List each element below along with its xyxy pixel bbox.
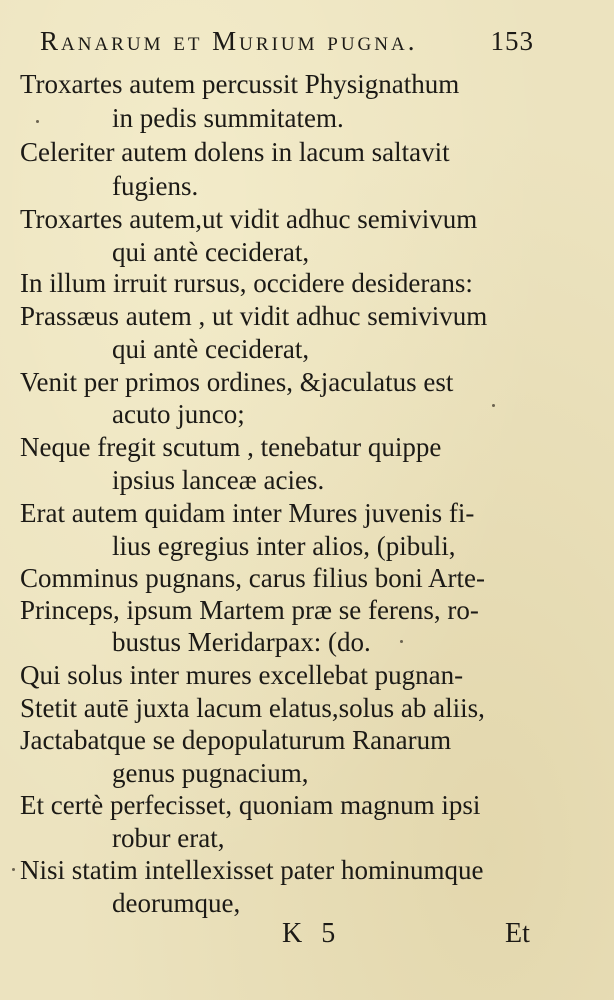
- paper-speck: [400, 640, 403, 643]
- text-line: deorumque,: [112, 888, 241, 918]
- running-title: Ranarum et Murium pugna.: [40, 26, 418, 56]
- text-line: genus pugnacium,: [112, 758, 309, 788]
- text-line: In illum irruit rursus, occidere desiderans:: [20, 268, 473, 298]
- text-line: Neque fregit scutum , tenebatur quippe: [20, 432, 442, 462]
- text-line: Jactabatque se depopulaturum Ranarum: [20, 725, 452, 755]
- paper-speck: [492, 404, 495, 407]
- text-line: in pedis summitatem.: [112, 103, 344, 133]
- text-line: Erat autem quidam inter Mures juvenis fi-: [20, 498, 475, 528]
- page-footer: [0, 918, 614, 954]
- text-line: robur erat,: [112, 823, 225, 853]
- text-line: qui antè ceciderat,: [112, 237, 310, 267]
- text-line: Stetit autē juxta lacum elatus,solus ab aliis,: [20, 693, 485, 723]
- running-header: [40, 26, 540, 62]
- text-line: Troxartes autem percussit Physignathum: [20, 69, 460, 99]
- text-line: Prassæus autem , ut vidit adhuc semivivum: [20, 301, 488, 331]
- text-line: qui antè ceciderat,: [112, 334, 310, 364]
- signature-mark: K 5: [282, 918, 342, 949]
- paper-speck: [12, 868, 15, 871]
- text-line: bustus Meridarpax: (do.: [112, 627, 371, 657]
- page-number: 153: [490, 26, 534, 56]
- text-line: Comminus pugnans, carus filius boni Arte-: [20, 563, 485, 593]
- text-line: Nisi statim intellexisset pater hominumque: [20, 855, 484, 885]
- text-line: Venit per primos ordines, &jaculatus est: [20, 367, 454, 397]
- catchword: Et: [505, 918, 530, 949]
- text-line: fugiens.: [112, 171, 199, 201]
- text-line: Troxartes autem,ut vidit adhuc semivivum: [20, 204, 478, 234]
- text-line: lius egregius inter alios, (pibuli,: [112, 531, 456, 561]
- text-line: ipsius lanceæ acies.: [112, 465, 325, 495]
- text-line: Princeps, ipsum Martem præ se ferens, ro-: [20, 595, 479, 625]
- text-line: Et certè perfecisset, quoniam magnum ipsi: [20, 790, 481, 820]
- text-line: Qui solus inter mures excellebat pugnan-: [20, 660, 464, 690]
- paper-speck: [36, 120, 39, 123]
- text-line: Celeriter autem dolens in lacum saltavit: [20, 137, 450, 167]
- text-line: acuto junco;: [112, 399, 245, 429]
